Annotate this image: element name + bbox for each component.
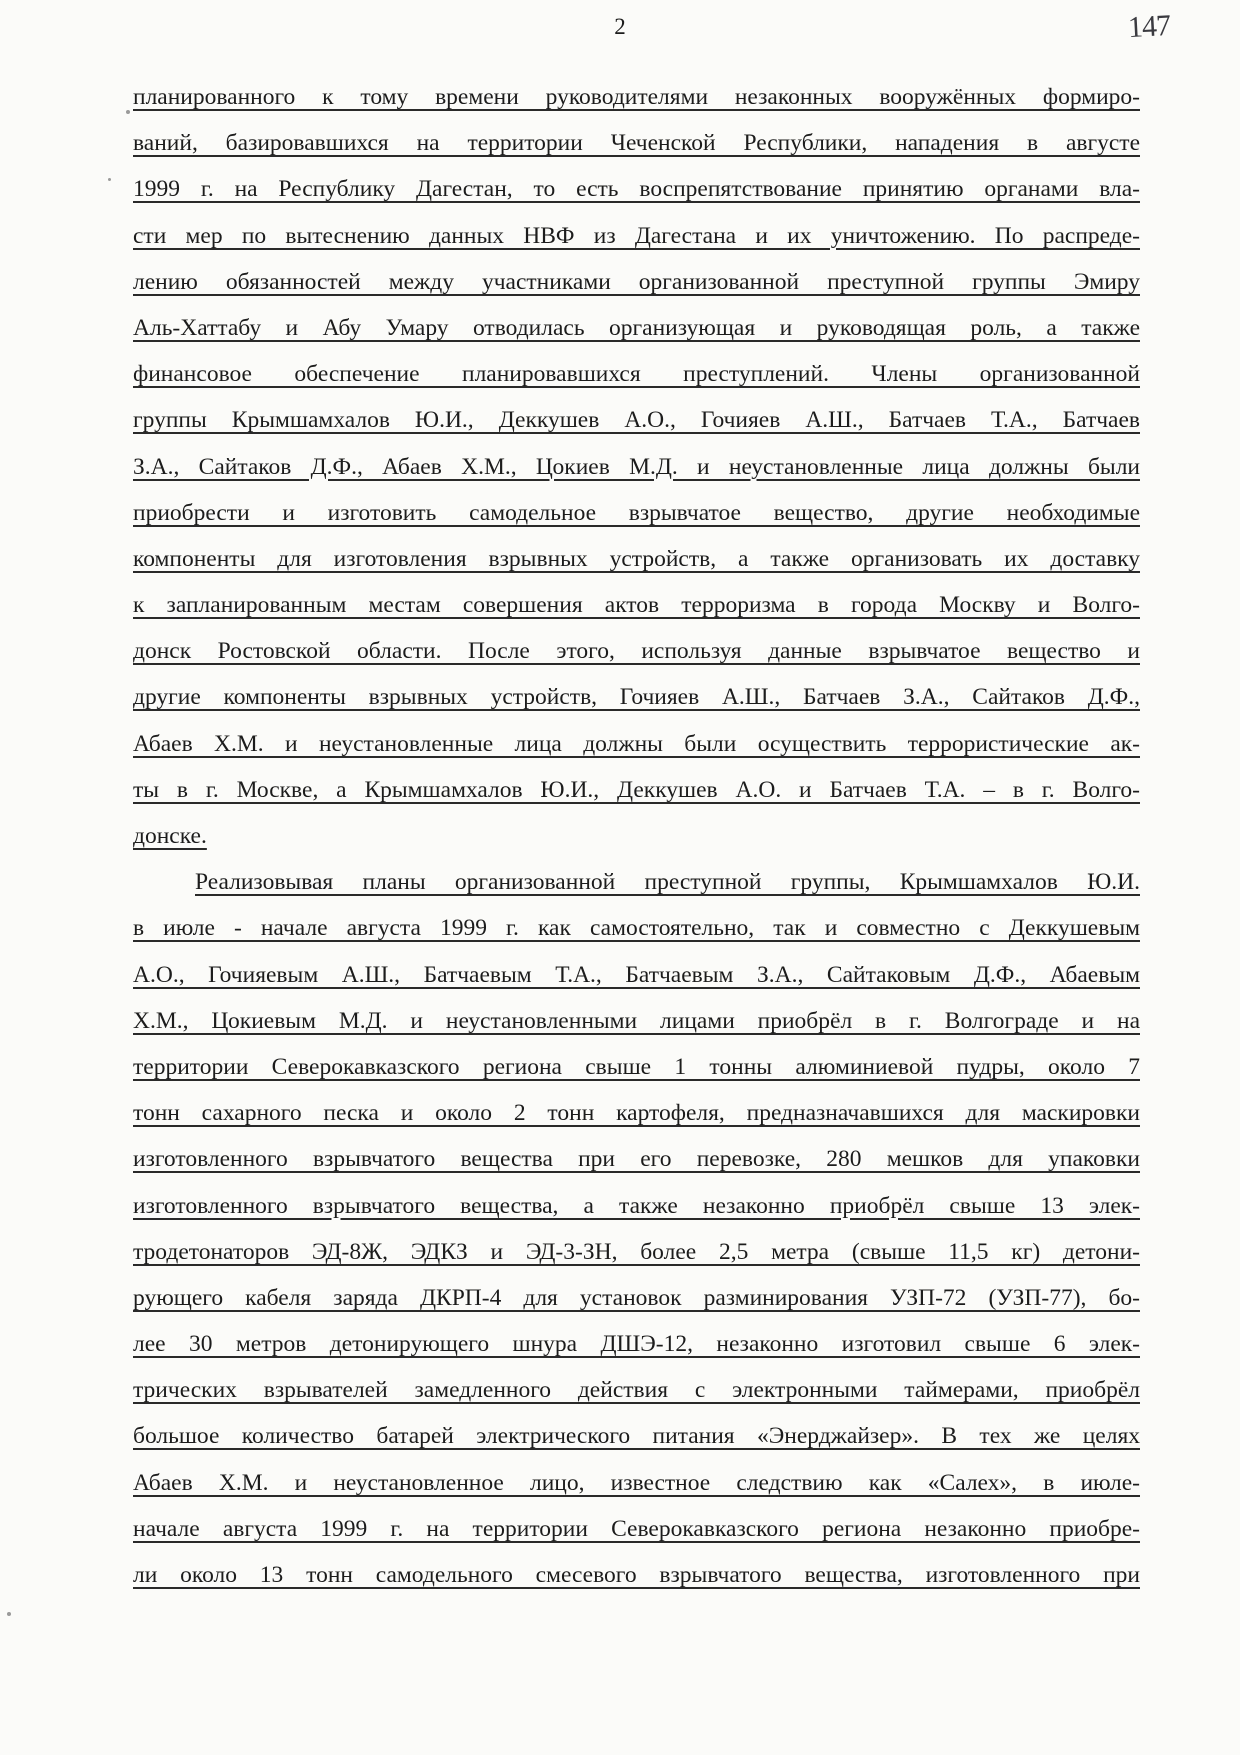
text-line: территории Северокавказского региона свыше 1 тонны алюминиевой пудры, около 7 — [133, 1053, 1140, 1080]
text-line: трических взрывателей замедленного действия с электронными таймерами, приобрёл — [133, 1377, 1140, 1404]
text-line: 1999 г. на Республику Дагестан, то есть воспрепятствование принятию органами вла- — [133, 176, 1140, 203]
text-line: Аль-Хаттабу и Абу Умару отводилась организующая и руководящая роль, а также — [133, 314, 1140, 341]
text-line: изготовленного взрывчатого вещества, а также незаконно приобрёл свыше 13 элек- — [133, 1192, 1140, 1219]
scan-speck — [126, 110, 130, 114]
text-line: Х.М., Цокиевым М.Д. и неустановленными лицами приобрёл в г. Волгограде и на — [133, 1007, 1140, 1034]
text-line: А.О., Гочияевым А.Ш., Батчаевым Т.А., Батчаевым З.А., Сайтаковым Д.Ф., Абаевым — [133, 961, 1140, 988]
text-line: ваний, базировавшихся на территории Чеченской Республики, нападения в августе — [133, 130, 1140, 157]
text-line: Абаев Х.М. и неустановленное лицо, известное следствию как «Салех», в июле- — [133, 1469, 1140, 1496]
text-line: финансовое обеспечение планировавшихся преступлений. Члены организованной — [133, 361, 1140, 388]
archive-sheet-number: 147 — [1127, 8, 1171, 45]
text-line: компоненты для изготовления взрывных устройств, а также организовать их доставку — [133, 545, 1140, 572]
text-line: планированного к тому времени руководителями незаконных вооружённых формиро- — [133, 84, 1140, 110]
text-line: Абаев Х.М. и неустановленные лица должны были осуществить террористические ак- — [133, 730, 1140, 757]
text-line: в июле - начале августа 1999 г. как самостоятельно, так и совместно с Деккушевым — [133, 915, 1140, 942]
text-line: группы Крымшамхалов Ю.И., Деккушев А.О., Гочияев А.Ш., Батчаев Т.А., Батчаев — [133, 407, 1140, 434]
text-line: З.А., Сайтаков Д.Ф., Абаев Х.М., Цокиев М.Д. и неустановленные лица должны были — [133, 453, 1140, 480]
text-line: сти мер по вытеснению данных НВФ из Дагестана и их уничтожению. По распреде- — [133, 222, 1140, 249]
text-line: тродетонаторов ЭД-8Ж, ЭДКЗ и ЭД-3-ЗН, более 2,5 метра (свыше 11,5 кг) детони- — [133, 1238, 1140, 1265]
text-line: к запланированным местам совершения актов терроризма в города Москву и Волго- — [133, 592, 1140, 619]
page-number: 2 — [614, 14, 626, 39]
text-line: лению обязанностей между участниками организованной преступной группы Эмиру — [133, 268, 1140, 295]
scan-speck — [7, 1612, 11, 1616]
text-line: тонн сахарного песка и около 2 тонн картофеля, предназначавшихся для маскировки — [133, 1100, 1140, 1127]
text-line: рующего кабеля заряда ДКРП-4 для установок разминирования УЗП-72 (УЗП-77), бо- — [133, 1284, 1140, 1311]
text-line: другие компоненты взрывных устройств, Гочияев А.Ш., Батчаев З.А., Сайтаков Д.Ф., — [133, 684, 1140, 711]
text-line: ты в г. Москве, а Крымшамхалов Ю.И., Деккушев А.О. и Батчаев Т.А. – в г. Волго- — [133, 776, 1140, 803]
text-line: донск Ростовской области. После этого, используя данные взрывчатое вещество и — [133, 638, 1140, 665]
text-line: лее 30 метров детонирующего шнура ДШЭ-12, незаконно изготовил свыше 6 элек- — [133, 1331, 1140, 1358]
scan-speck — [108, 178, 111, 181]
text-line: начале августа 1999 г. на территории Северокавказского региона незаконно приобре- — [133, 1515, 1140, 1542]
document-text — [133, 74, 1140, 1598]
text-line: ли около 13 тонн самодельного смесевого взрывчатого вещества, изготовленного при — [133, 1562, 1140, 1588]
paragraph-first-line: Реализовывая планы организованной преступной группы, Крымшамхалов Ю.И. — [195, 869, 1140, 896]
text-line: большое количество батарей электрического питания «Энерджайзер». В тех же целях — [133, 1423, 1140, 1450]
text-line: донске. — [133, 823, 207, 849]
text-line: изготовленного взрывчатого вещества при его перевозке, 280 мешков для упаковки — [133, 1146, 1140, 1173]
text-line: приобрести и изготовить самодельное взрывчатое вещество, другие необходимые — [133, 499, 1140, 526]
